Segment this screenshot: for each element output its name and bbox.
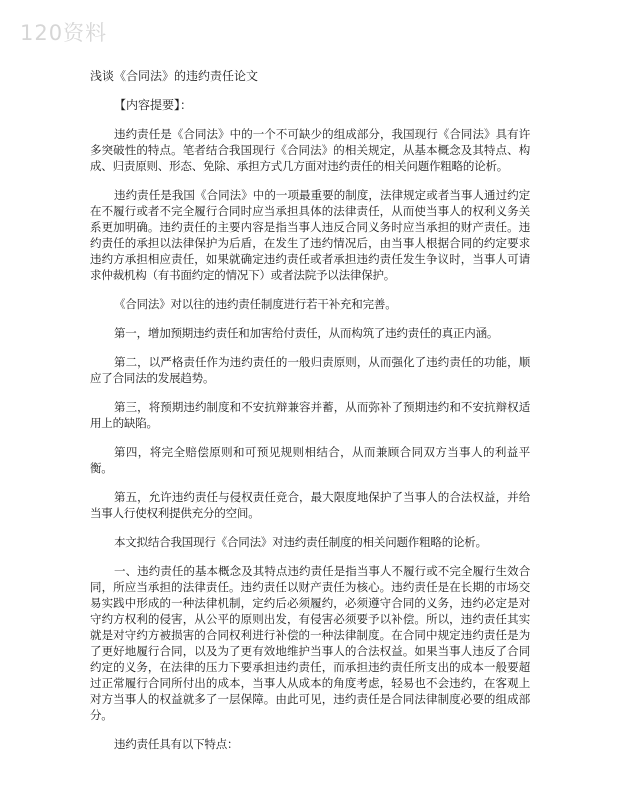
paragraph-point-3: 第三，将预期违约制度和不安抗辩兼容并蓄，从而弥补了预期违约和不安抗辩权适用上的缺陷。 xyxy=(90,400,530,430)
paragraph-point-2: 第二，以严格责任作为违约责任的一般归责原则，从而强化了违约责任的功能，顺应了合同法的发展趋势。 xyxy=(90,355,530,385)
document-title: 浅谈《合同法》的违约责任论文 xyxy=(90,69,259,83)
paragraph-improvements: 《合同法》对以往的违约责任制度进行若干补充和完善。 xyxy=(114,297,397,311)
paragraph-features-intro: 违约责任具有以下特点： xyxy=(114,737,239,751)
paragraph-point-1: 第一，增加预期违约责任和加害给付责任，从而构筑了违约责任的真正内涵。 xyxy=(114,326,499,340)
paragraph-point-4: 第四，将完全赔偿原则和可预见规则相结合，从而兼顾合同双方当事人的利益平衡。 xyxy=(90,445,530,475)
paragraph-intro: 违约责任是我国《合同法》中的一项最重要的制度，法律规定或者当事人通过约定在不履行或者不完全履行合同时应当承担具体的法律责任，从而使当事人的权利义务关系更加明确。违约责任的主要内容是指当事人违反合同义务时应当承担的财产责任。违约责任的承担以法律保护为后盾，在发生了违约情况后，由当事人根据合同的约定要求违约方承担相应责任，如果就确定违约责任或者承担违约责任发生争议时，当事人可请求仲裁机构（有书面约定的情况下）或者法院予以法律保护。 xyxy=(90,188,530,282)
paragraph-abstract: 违约责任是《合同法》中的一个不可缺少的组成部分，我国现行《合同法》具有许多突破性的特点。笔者结合我国现行《合同法》的相关规定，从基本概念及其特点、构成、归责原则、形态、免除、承担方式几方面对违约责任的相关问题作粗略的论析。 xyxy=(90,127,530,173)
document-body xyxy=(90,68,530,765)
paragraph-section-1: 一、违约责任的基本概念及其特点违约责任是指当事人不履行或不完全履行生效合同，所应当承担的法律责任。违约责任以财产责任为核心。违约责任是在长期的市场交易实践中形成的一种法律机制，定约后必须履约，必须遵守合同的义务，违约必定是对守约方权利的侵害，从公平的原则出发，有侵害必须要予以补偿。所以，违约责任其实就是对守约方被损害的合同权利进行补偿的一种法律制度。在合同中规定违约责任是为了更好地履行合同，以及为了更有效地维护当事人的合法权益。如果当事人违反了合同约定的义务，在法律的压力下要承担违约责任，而承担违约责任所支出的成本一般要超过正常履行合同所付出的成本，当事人从成本的角度考虑，轻易也不会违约，在客观上对方当事人的权益就多了一层保障。由此可见，违约责任是合同法律制度必要的组成部分。 xyxy=(90,564,530,722)
summary-heading: 【内容提要】： xyxy=(114,98,193,112)
watermark-logo: 120资料 xyxy=(20,21,108,45)
paragraph-point-5: 第五，允许违约责任与侵权责任竞合，最大限度地保护了当事人的合法权益，并给当事人行使权利提供充分的空间。 xyxy=(90,490,530,520)
paragraph-purpose: 本文拟结合我国现行《合同法》对违约责任制度的相关问题作粗略的论析。 xyxy=(114,535,487,549)
